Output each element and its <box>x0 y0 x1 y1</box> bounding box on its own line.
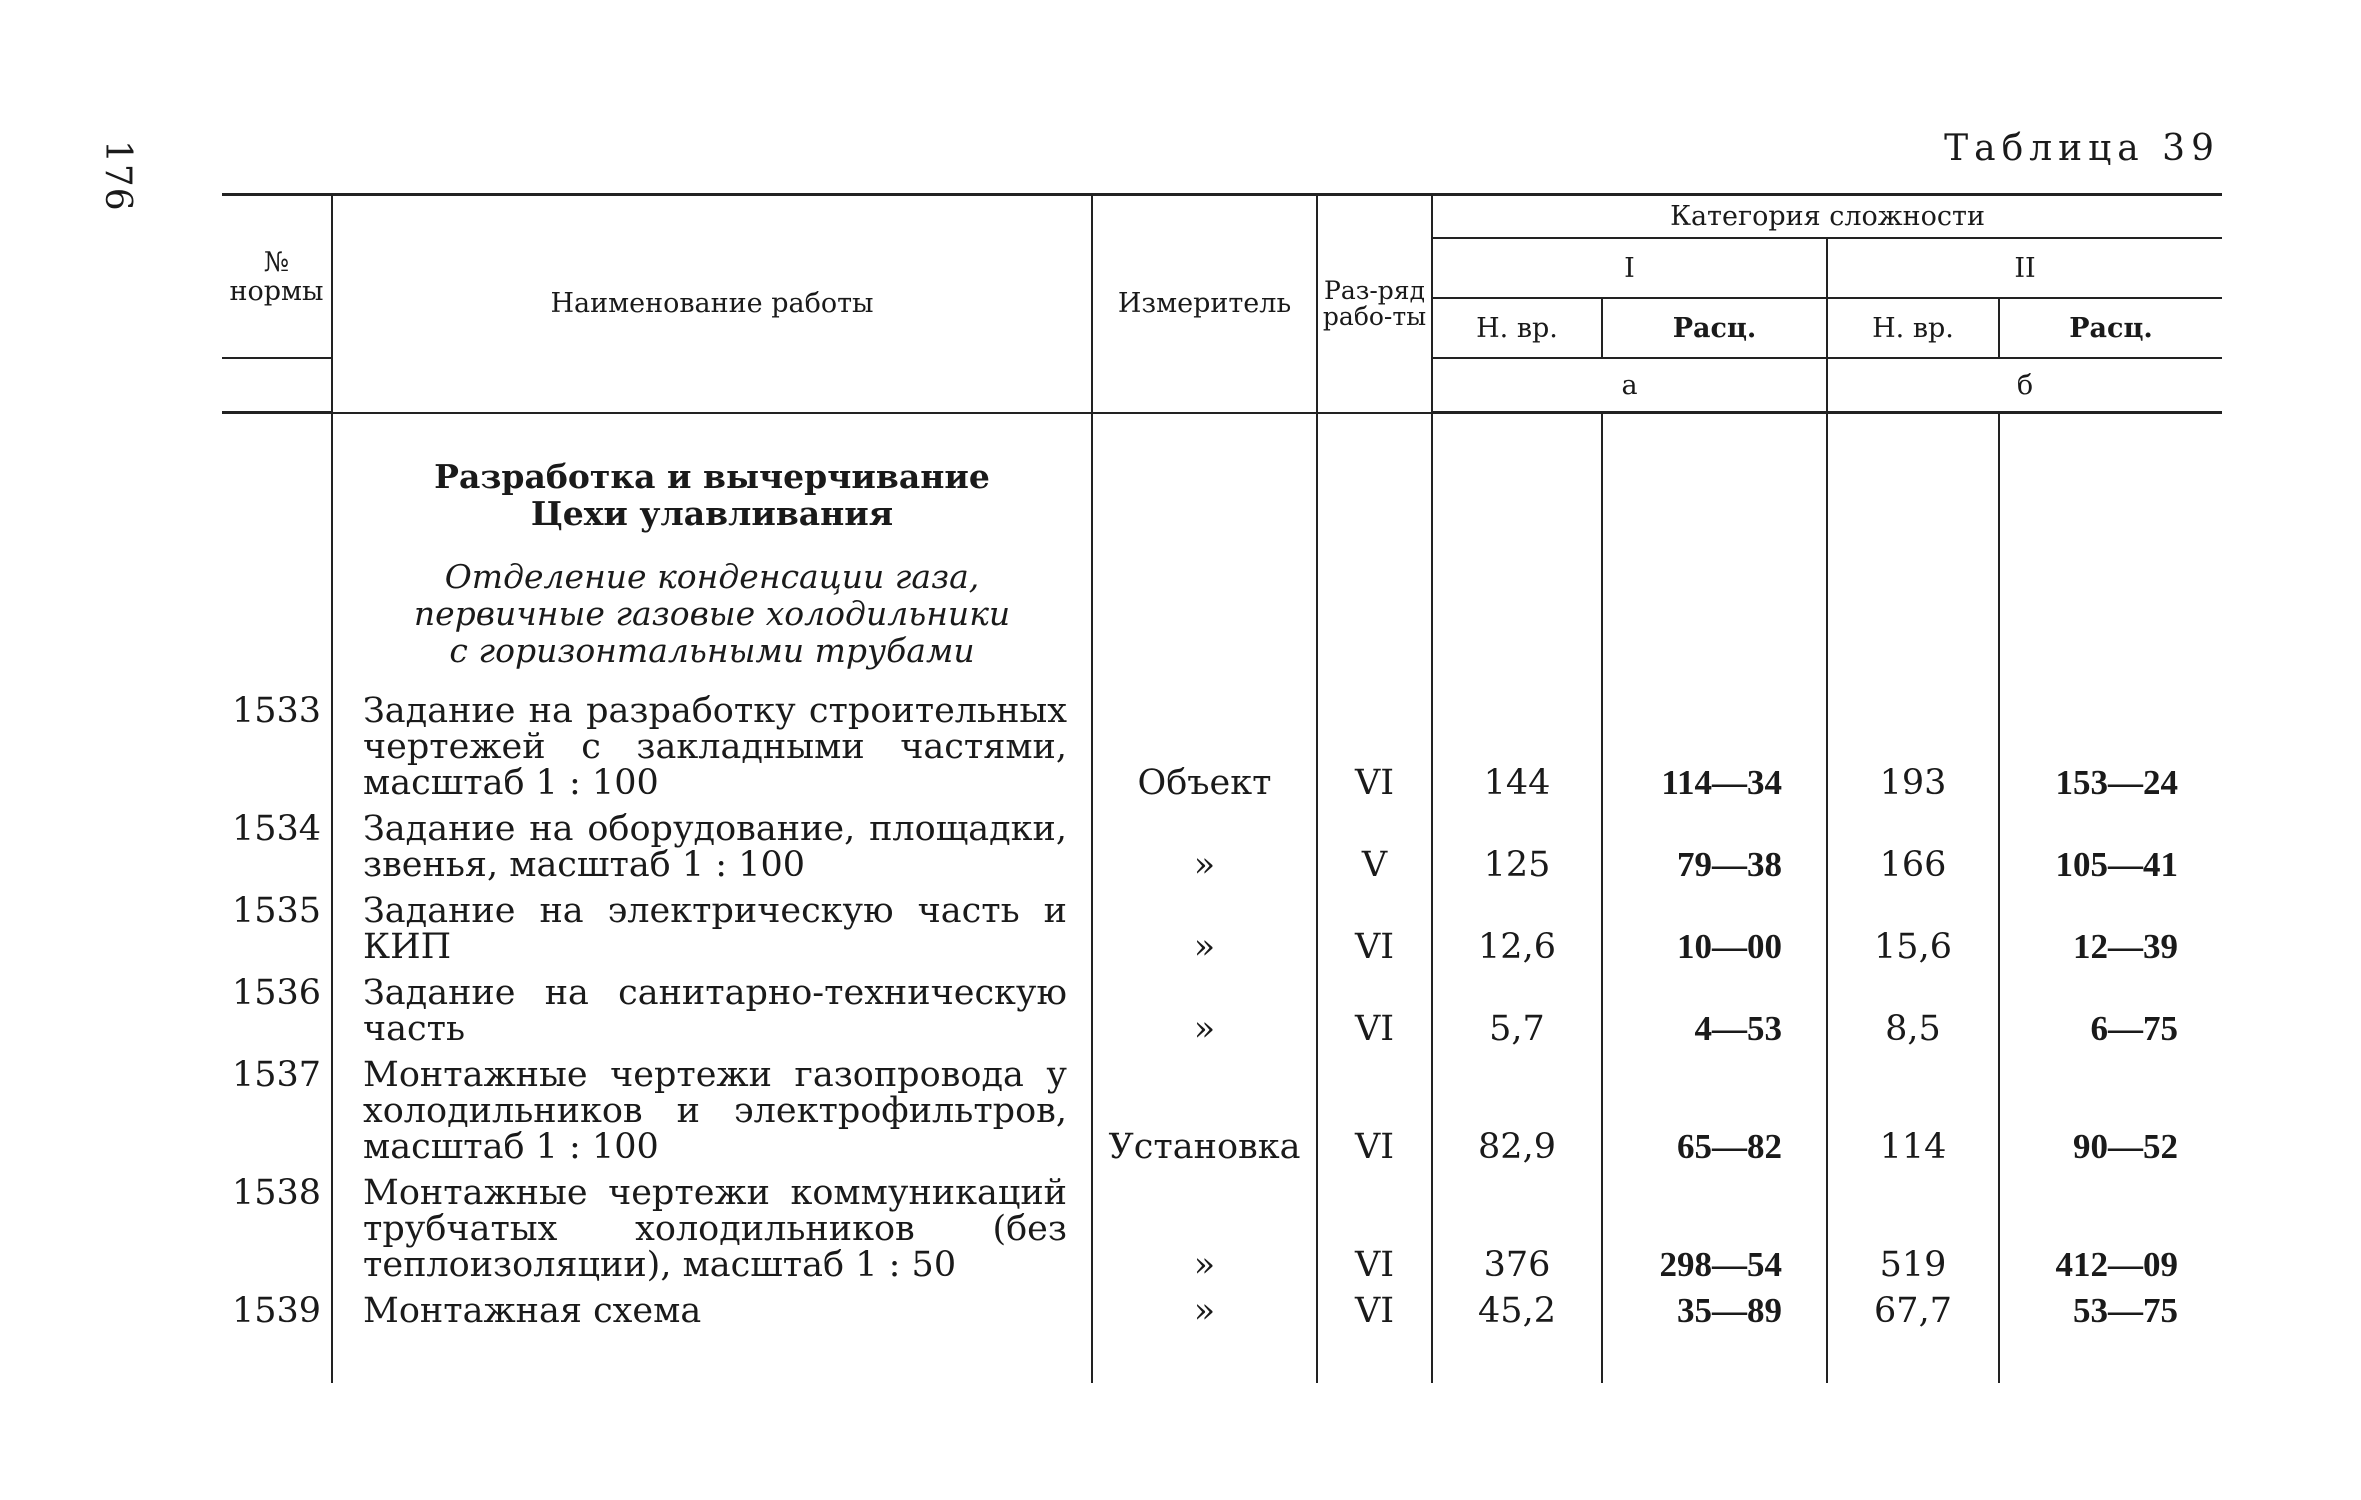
table-row <box>222 805 2222 887</box>
cell-measure: Установка <box>1092 1051 1317 1169</box>
cell-rate-cat1: 65—82 <box>1602 1051 1827 1169</box>
cell-norm-time-cat2: 193 <box>1827 687 1999 805</box>
work-name-text: Монтажные чертежи газопровода у холодильников и электрофильтров, масштаб 1 : 100 <box>363 1055 1067 1167</box>
cell-rate-cat1: 4—53 <box>1602 969 1827 1051</box>
cell-work-name <box>332 1169 1092 1287</box>
header-rate-1: Расц. <box>1602 298 1827 358</box>
table-caption: Таблица 39 <box>1944 128 2220 169</box>
section-title: Разработка и вычерчивание Цехи улавливания <box>434 457 990 533</box>
cell-norm-time-cat2: 8,5 <box>1827 969 1999 1051</box>
cell-work-name <box>332 687 1092 805</box>
cell-norm-time-cat1: 125 <box>1432 805 1602 887</box>
cell-rate-cat2: 12—39 <box>1999 887 2222 969</box>
cell-norm-time-cat2: 67,7 <box>1827 1287 1999 1333</box>
cell-norm-time-cat1: 12,6 <box>1432 887 1602 969</box>
cell-rate-cat2: 153—24 <box>1999 687 2222 805</box>
cell-rank: VI <box>1317 887 1432 969</box>
cell-norm-time-cat1: 82,9 <box>1432 1051 1602 1169</box>
cell-work-name <box>332 805 1092 887</box>
work-name-text: Задание на разработку строительных чертежей с закладными частями, масштаб 1 : 100 <box>363 691 1067 803</box>
cell-rank: VI <box>1317 1051 1432 1169</box>
work-name-text: Задание на оборудование, площадки, звенья, масштаб 1 : 100 <box>363 809 1067 885</box>
cell-rate-cat1: 35—89 <box>1602 1287 1827 1333</box>
cell-rank: VI <box>1317 969 1432 1051</box>
table-body <box>222 413 2222 1384</box>
cell-measure: » <box>1092 969 1317 1051</box>
cell-norm-time-cat1: 144 <box>1432 687 1602 805</box>
header-letter-b: б <box>1827 358 2222 413</box>
cell-norm-number: 1534 <box>232 809 322 849</box>
work-name-text: Задание на электрическую часть и КИП <box>363 891 1067 967</box>
norm-table <box>222 193 2222 1383</box>
section-heading <box>332 434 1092 687</box>
cell-work-name <box>332 887 1092 969</box>
cell-norm-time-cat1: 45,2 <box>1432 1287 1602 1333</box>
cell-rate-cat2: 412—09 <box>1999 1169 2222 1287</box>
table-row <box>222 687 2222 805</box>
cell-rate-cat2: 90—52 <box>1999 1051 2222 1169</box>
cell-norm-time-cat2: 15,6 <box>1827 887 1999 969</box>
cell-norm-number: 1538 <box>232 1173 322 1213</box>
header-letter-a: а <box>1432 358 1827 413</box>
cell-norm-time-cat2: 114 <box>1827 1051 1999 1169</box>
cell-rank: VI <box>1317 1287 1432 1333</box>
cell-norm-number: 1539 <box>232 1291 322 1331</box>
cell-rate-cat2: 6—75 <box>1999 969 2222 1051</box>
cell-rate-cat1: 298—54 <box>1602 1169 1827 1287</box>
table-row <box>222 887 2222 969</box>
cell-norm-number: 1533 <box>232 691 322 731</box>
header-rank: Раз-ряд рабо-ты <box>1317 195 1432 413</box>
table-header <box>222 195 2222 413</box>
table-row <box>222 1051 2222 1169</box>
cell-norm-time-cat1: 5,7 <box>1432 969 1602 1051</box>
cell-measure: » <box>1092 1287 1317 1333</box>
cell-measure: » <box>1092 1169 1317 1287</box>
cell-rate-cat1: 79—38 <box>1602 805 1827 887</box>
section-header-row <box>222 434 2222 687</box>
table-row <box>222 969 2222 1051</box>
cell-rate-cat2: 53—75 <box>1999 1287 2222 1333</box>
cell-measure: Объект <box>1092 687 1317 805</box>
cell-work-name <box>332 1287 1092 1333</box>
cell-rank: VI <box>1317 687 1432 805</box>
cell-rank: V <box>1317 805 1432 887</box>
header-measure: Измеритель <box>1092 195 1317 413</box>
table-row <box>222 1169 2222 1287</box>
cell-norm-time-cat2: 519 <box>1827 1169 1999 1287</box>
header-category: Категория сложности <box>1432 195 2222 239</box>
cell-norm-number: 1536 <box>232 973 322 1013</box>
cell-work-name <box>332 969 1092 1051</box>
header-work-name: Наименование работы <box>332 195 1092 413</box>
header-category-2: II <box>1827 238 2222 298</box>
cell-rank: VI <box>1317 1169 1432 1287</box>
work-name-text: Монтажная схема <box>363 1291 702 1331</box>
cell-measure: » <box>1092 805 1317 887</box>
cell-work-name <box>332 1051 1092 1169</box>
cell-rate-cat2: 105—41 <box>1999 805 2222 887</box>
header-blank <box>222 358 332 413</box>
header-norm-no: № нормы <box>222 195 332 359</box>
cell-rate-cat1: 10—00 <box>1602 887 1827 969</box>
section-subtitle: Отделение конденсации газа, первичные газовые холодильники с горизонтальными трубами <box>413 557 1011 670</box>
table-row <box>222 1287 2222 1333</box>
work-name-text: Задание на санитарно-техническую часть <box>363 973 1067 1049</box>
cell-norm-number: 1535 <box>232 891 322 931</box>
cell-norm-time-cat1: 376 <box>1432 1169 1602 1287</box>
work-name-text: Монтажные чертежи коммуникаций трубчатых холодильников (без теплоизоляции), масштаб 1 : 50 <box>363 1173 1067 1285</box>
cell-norm-number: 1537 <box>232 1055 322 1095</box>
header-category-1: I <box>1432 238 1827 298</box>
page-number: 176 <box>97 140 138 212</box>
cell-measure: » <box>1092 887 1317 969</box>
cell-norm-time-cat2: 166 <box>1827 805 1999 887</box>
header-rate-2: Расц. <box>1999 298 2222 358</box>
cell-rate-cat1: 114—34 <box>1602 687 1827 805</box>
header-norm-time-2: Н. вр. <box>1827 298 1999 358</box>
header-norm-time-1: Н. вр. <box>1432 298 1602 358</box>
